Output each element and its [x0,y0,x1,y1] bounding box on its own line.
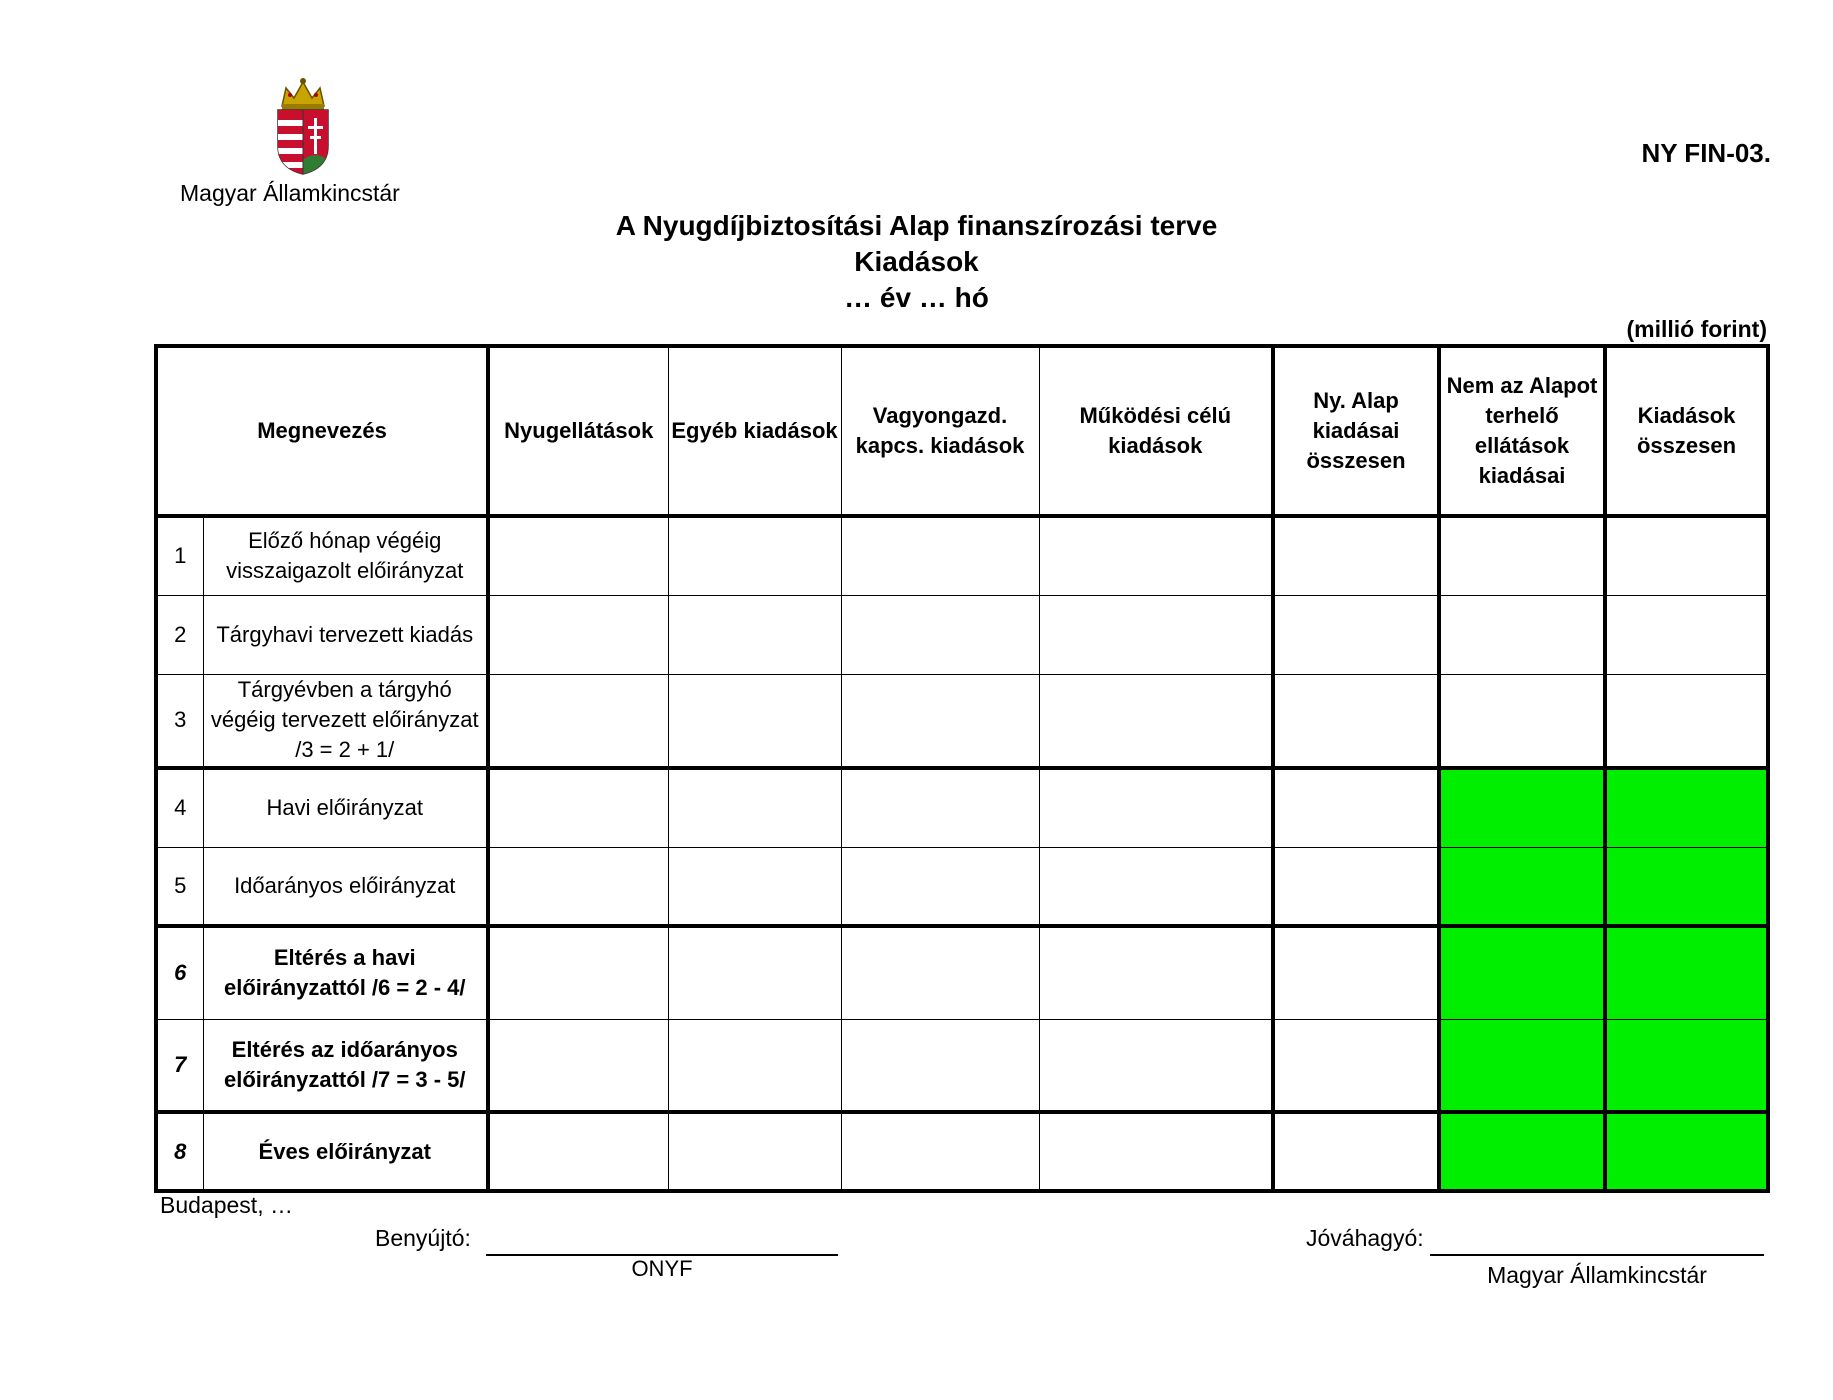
cell-asset-management[interactable] [841,1019,1039,1112]
cell-operating[interactable] [1039,1019,1273,1112]
row-label: Tárgyhavi tervezett kiadás [203,595,488,674]
row-number: 5 [156,847,203,926]
cell-pensions[interactable] [488,1112,668,1191]
document-title [0,208,1833,316]
row-number: 1 [156,516,203,595]
row-label: Havi előirányzat [203,768,488,847]
unit-label: (millió forint) [1626,316,1767,342]
place-and-date: Budapest, … [160,1192,293,1218]
table-row [156,1112,1768,1191]
column-header-asset-management: Vagyongazd. kapcs. kiadások [841,346,1039,516]
cell-grand-total-disabled [1605,926,1768,1019]
column-header-fund-total: Ny. Alap kiadásai összesen [1273,346,1439,516]
column-header-pensions: Nyugellátások [488,346,668,516]
hungarian-coat-of-arms-icon [268,76,338,176]
title-line-2: Kiadások [854,246,979,277]
row-label: Előző hónap végéig visszaigazolt előirányzat [203,516,488,595]
submitter-label: Benyújtó: [375,1225,471,1251]
cell-asset-management[interactable] [841,847,1039,926]
cell-pensions[interactable] [488,926,668,1019]
approver-organization: Magyar Államkincstár [1487,1262,1707,1288]
cell-asset-management[interactable] [841,674,1039,768]
cell-non-fund-disabled [1439,926,1605,1019]
table-row [156,926,1768,1019]
cell-other-expenses[interactable] [668,847,841,926]
cell-fund-total[interactable] [1273,516,1439,595]
table-row [156,674,1768,768]
coat-of-arms-logo [268,76,338,176]
cell-other-expenses[interactable] [668,516,841,595]
cell-pensions[interactable] [488,674,668,768]
issuer-name: Magyar Államkincstár [180,180,400,206]
cell-pensions[interactable] [488,1019,668,1112]
column-header-name: Megnevezés [156,346,488,516]
cell-pensions[interactable] [488,768,668,847]
cell-non-fund[interactable] [1439,516,1605,595]
column-header-grand-total: Kiadások összesen [1605,346,1768,516]
table-row [156,847,1768,926]
cell-fund-total[interactable] [1273,1112,1439,1191]
cell-grand-total[interactable] [1605,516,1768,595]
approver-signature-line[interactable] [1430,1254,1764,1256]
cell-other-expenses[interactable] [668,674,841,768]
cell-pensions[interactable] [488,847,668,926]
approver-label: Jóváhagyó: [1306,1225,1424,1251]
cell-grand-total[interactable] [1605,674,1768,768]
row-label: Éves előirányzat [203,1112,488,1191]
column-header-non-fund: Nem az Alapot terhelő ellátások kiadásai [1439,346,1605,516]
cell-other-expenses[interactable] [668,1019,841,1112]
cell-non-fund-disabled [1439,847,1605,926]
cell-fund-total[interactable] [1273,847,1439,926]
cell-operating[interactable] [1039,595,1273,674]
form-code: NY FIN-03. [1641,138,1771,168]
cell-non-fund[interactable] [1439,595,1605,674]
cell-grand-total[interactable] [1605,595,1768,674]
cell-fund-total[interactable] [1273,926,1439,1019]
cell-operating[interactable] [1039,768,1273,847]
row-number: 7 [156,1019,203,1112]
row-number: 4 [156,768,203,847]
submitter-organization: ONYF [631,1256,693,1281]
cell-non-fund-disabled [1439,768,1605,847]
cell-fund-total[interactable] [1273,595,1439,674]
row-number: 8 [156,1112,203,1191]
cell-fund-total[interactable] [1273,674,1439,768]
row-number: 3 [156,674,203,768]
cell-other-expenses[interactable] [668,1112,841,1191]
row-label: Időarányos előirányzat [203,847,488,926]
cell-asset-management[interactable] [841,768,1039,847]
cell-asset-management[interactable] [841,595,1039,674]
row-number: 6 [156,926,203,1019]
table-row [156,595,1768,674]
cell-operating[interactable] [1039,847,1273,926]
cell-pensions[interactable] [488,516,668,595]
title-line-1: A Nyugdíjbiztosítási Alap finanszírozási terve [615,210,1218,241]
cell-non-fund[interactable] [1439,674,1605,768]
column-header-other-expenses: Egyéb kiadások [668,346,841,516]
cell-fund-total[interactable] [1273,1019,1439,1112]
row-label: Eltérés az időarányos előirányzattól /7 = 3 - 5/ [203,1019,488,1112]
cell-other-expenses[interactable] [668,768,841,847]
column-header-operating: Működési célú kiadások [1039,346,1273,516]
cell-operating[interactable] [1039,516,1273,595]
cell-fund-total[interactable] [1273,768,1439,847]
table-row [156,1019,1768,1112]
cell-grand-total-disabled [1605,768,1768,847]
cell-asset-management[interactable] [841,926,1039,1019]
cell-non-fund-disabled [1439,1019,1605,1112]
cell-operating[interactable] [1039,926,1273,1019]
cell-asset-management[interactable] [841,516,1039,595]
cell-pensions[interactable] [488,595,668,674]
cell-non-fund-disabled [1439,1112,1605,1191]
row-label: Tárgyévben a tárgyhó végéig tervezett előirányzat /3 = 2 + 1/ [203,674,488,768]
cell-other-expenses[interactable] [668,595,841,674]
cell-asset-management[interactable] [841,1112,1039,1191]
cell-operating[interactable] [1039,1112,1273,1191]
table-row [156,516,1768,595]
cell-grand-total-disabled [1605,1019,1768,1112]
table-row [156,768,1768,847]
financing-plan-table [154,344,1770,1193]
cell-grand-total-disabled [1605,1112,1768,1191]
title-line-3: … év … hó [844,282,989,313]
cell-other-expenses[interactable] [668,926,841,1019]
row-number: 2 [156,595,203,674]
cell-grand-total-disabled [1605,847,1768,926]
row-label: Eltérés a havi előirányzattól /6 = 2 - 4/ [203,926,488,1019]
cell-operating[interactable] [1039,674,1273,768]
